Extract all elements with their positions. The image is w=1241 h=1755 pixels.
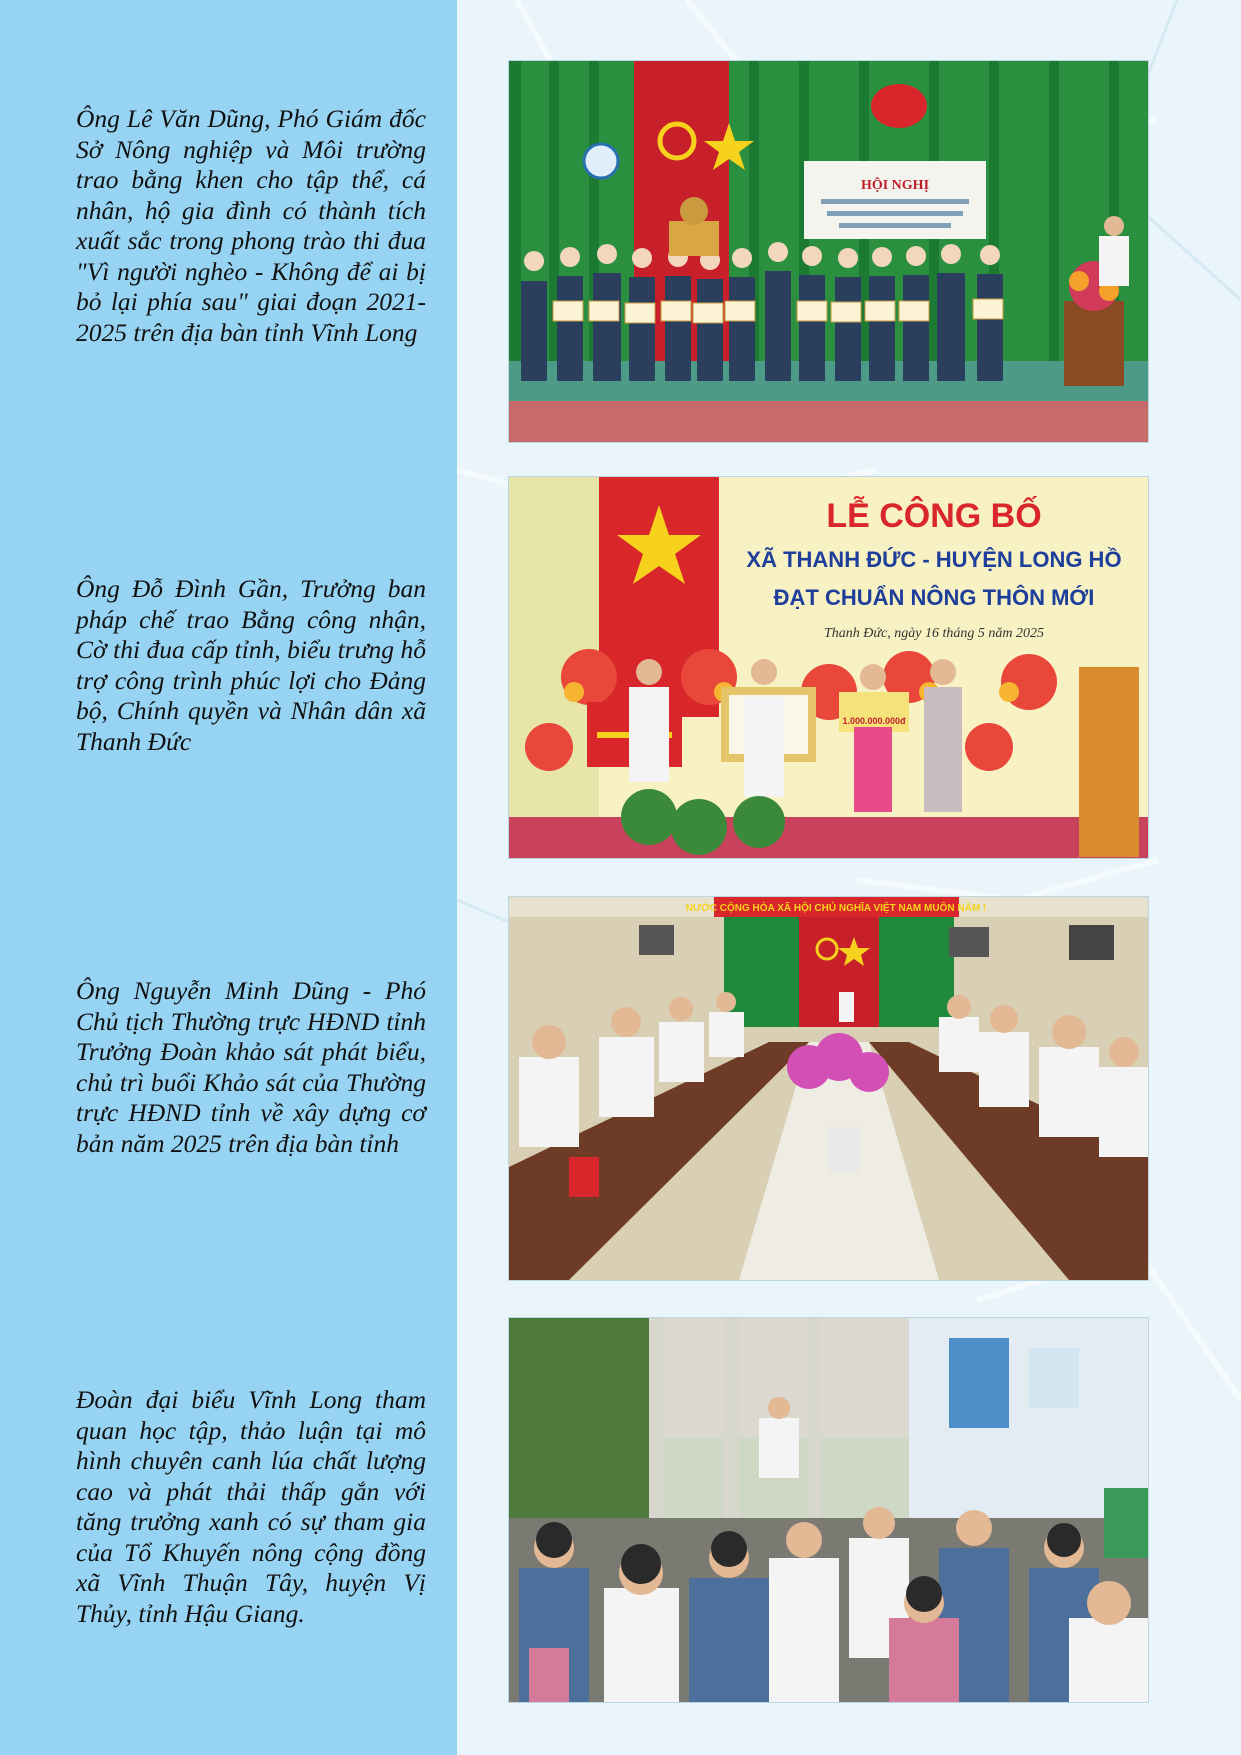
ceremony-banner-heading: LỄ CÔNG BỐ xyxy=(826,497,1042,535)
photo-study-visit xyxy=(509,1318,1148,1702)
ceremony-banner-date: Thanh Đức, ngày 16 tháng 5 năm 2025 xyxy=(824,626,1044,641)
caption-4: Đoàn đại biểu Vĩnh Long tham quan học tập, thảo luận tại mô hình chuyên canh lúa chất lượng cao và phát thải thấp gắn với tăng trưởng xanh có sự tham gia của Tổ Khuyến nông cộng đồng xã Vĩnh Thuận Tây, huyện Vị Thủy, tỉnh Hậu Giang. xyxy=(76,1385,426,1628)
photo-new-rural-ceremony xyxy=(509,477,1148,858)
slogan-banner: NƯỚC CỘNG HÒA XÃ HỘI CHỦ NGHĨA VIỆT NAM MUÔN NĂM ! xyxy=(685,903,987,914)
ceremony-banner-standard: ĐẠT CHUẨN NÔNG THÔN MỚI xyxy=(773,585,1095,610)
support-board-amount: 1.000.000.000đ xyxy=(842,716,906,726)
caption-2: Ông Đỗ Đình Gần, Trưởng ban pháp chế trao Bằng công nhận, Cờ thi đua cấp tỉnh, biểu trưng hỗ trợ công trình phúc lợi cho Đảng bộ, Chính quyền và Nhân dân xã Thanh Đức xyxy=(76,574,426,756)
caption-3: Ông Nguyễn Minh Dũng - Phó Chủ tịch Thường trực HĐND tỉnh Trưởng Đoàn khảo sát phát biểu, chủ trì buổi Khảo sát của Thường trực HĐND tỉnh về xây dựng cơ bản năm 2025 trên địa bàn tỉnh xyxy=(76,976,426,1158)
photo-survey-meeting xyxy=(509,897,1148,1280)
ceremony-banner-commune: XÃ THANH ĐỨC - HUYỆN LONG HỒ xyxy=(746,547,1122,572)
conference-banner-title: HỘI NGHỊ xyxy=(860,178,930,193)
caption-1: Ông Lê Văn Dũng, Phó Giám đốc Sở Nông nghiệp và Môi trường trao bằng khen cho tập thể, cá nhân, hộ gia đình có thành tích xuất sắc trong phong trào thi đua "Vì người nghèo - Không để ai bị bỏ lại phía sau" giai đoạn 2021-2025 trên địa bàn tỉnh Vĩnh Long xyxy=(76,104,426,347)
photo-award-ceremony xyxy=(509,61,1148,442)
